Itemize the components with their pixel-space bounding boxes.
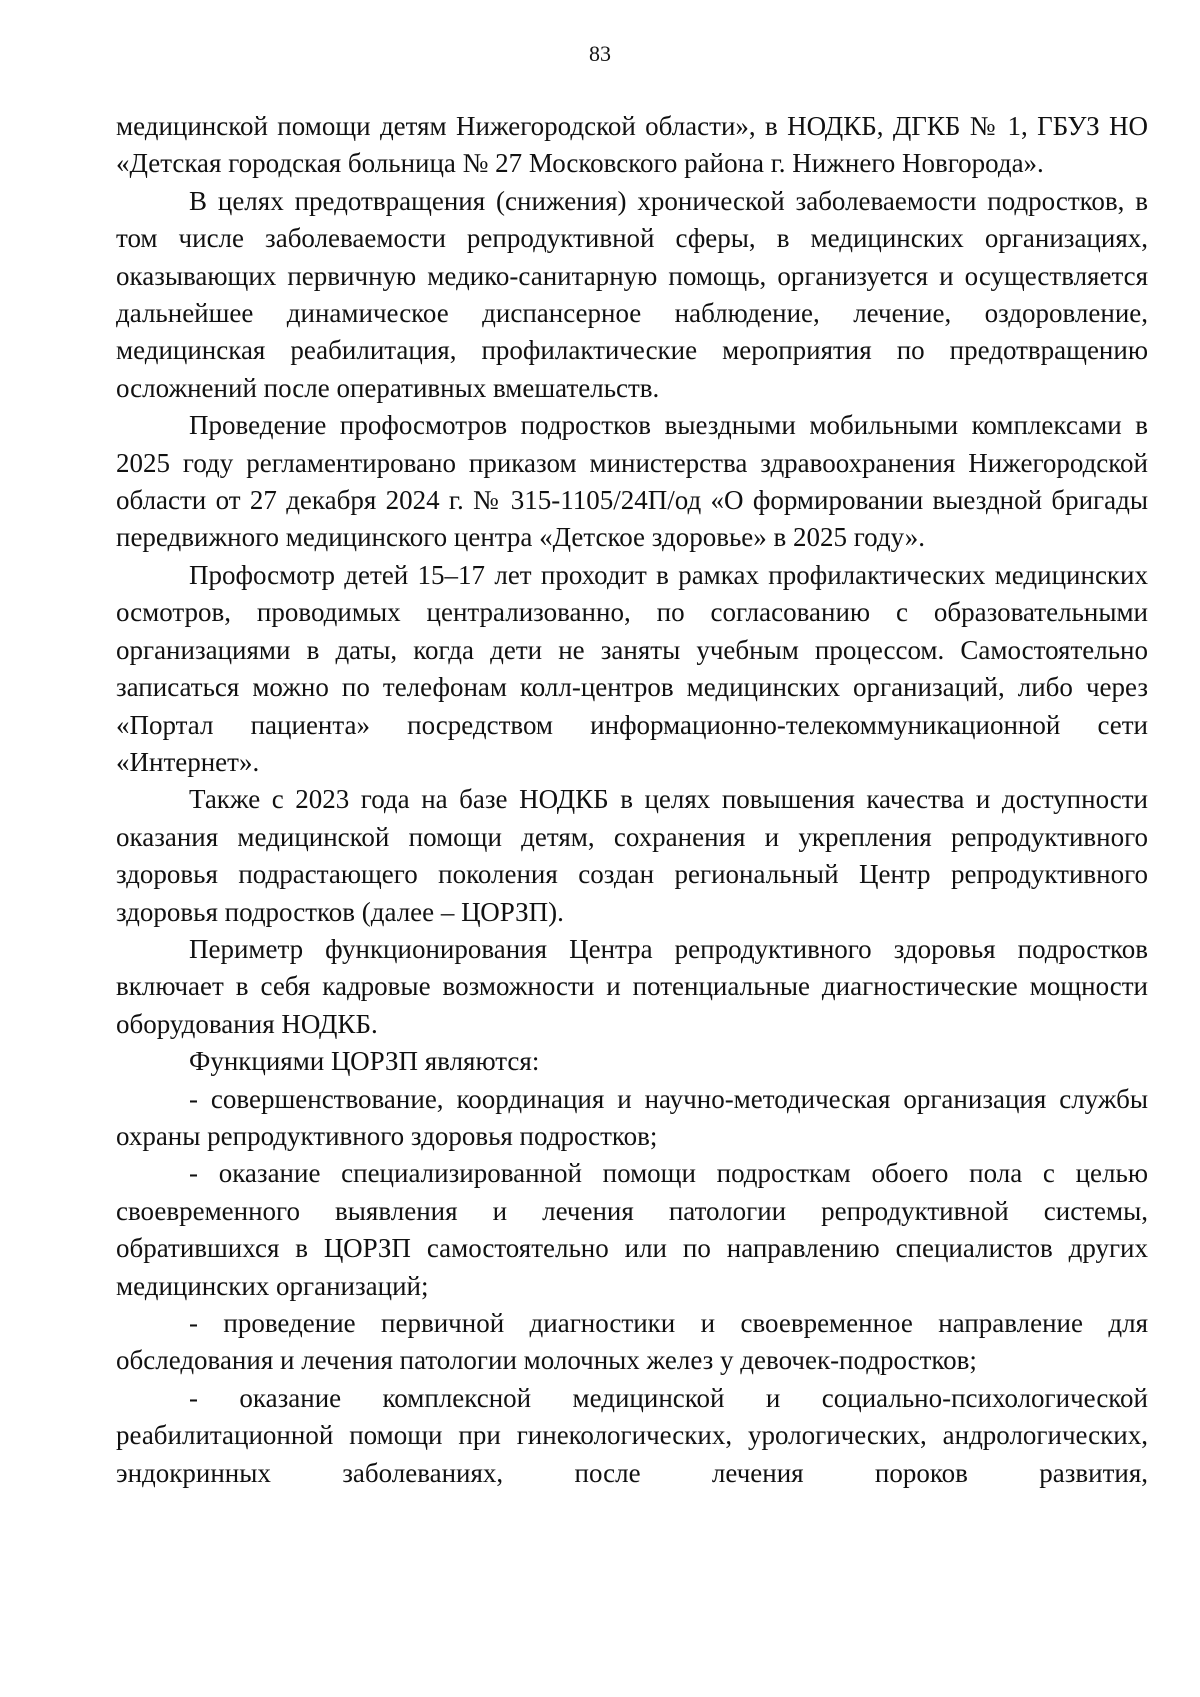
- list-item-function: - оказание специализированной помощи подросткам обоего пола с целью своевременного выявления и лечения патологии репродуктивной системы, обратившихся в ЦОРЗП самостоятельно или по направлению специалистов других медицинских организаций;: [116, 1158, 1148, 1301]
- document-body: [116, 108, 1148, 1492]
- list-item-function: - оказание комплексной медицинской и социально-психологической реабилитационной помощи при гинекологических, урологических, андрологических, эндокринных заболеваниях, после лечения пороков развития,: [116, 1382, 1148, 1488]
- paragraph-center-created: Также с 2023 года на базе НОДКБ в целях повышения качества и доступности оказания медицинской помощи детям, сохранения и укрепления репродуктивного здоровья подрастающего поколения создан региональный Центр репродуктивного здоровья подростков (далее – ЦОРЗП).: [116, 784, 1148, 927]
- paragraph-checkup-15-17: Профосмотр детей 15–17 лет проходит в рамках профилактических медицинских осмотров, проводимых централизованно, по согласованию с образовательными организациями в даты, когда дети не заняты учебным процессом. Самостоятельно записаться можно по телефонам колл-центров медицинских организаций, либо через «Портал пациента» посредством информационно-телекоммуникационной сети «Интернет».: [116, 559, 1148, 777]
- paragraph-mobile-checkups: Проведение профосмотров подростков выездными мобильными комплексами в 2025 году регламентировано приказом министерства здравоохранения Нижегородской области от 27 декабря 2024 г. № 315-1105/24П/од «О формировании выездной бригады передвижного медицинского центра «Детское здоровье» в 2025 году».: [116, 410, 1148, 553]
- page-number: 83: [589, 41, 611, 66]
- paragraph-continuation: медицинской помощи детям Нижегородской области», в НОДКБ, ДГКБ № 1, ГБУЗ НО «Детская городская больница № 27 Московского района г. Нижнего Новгорода».: [116, 111, 1148, 179]
- paragraph-chronic-morbidity: В целях предотвращения (снижения) хронической заболеваемости подростков, в том числе заболеваемости репродуктивной сферы, в медицинских организациях, оказывающих первичную медико-санитарную помощь, организуется и осуществляется дальнейшее динамическое диспансерное наблюдение, лечение, оздоровление, медицинская реабилитация, профилактические мероприятия по предотвращению осложнений после оперативных вмешательств.: [116, 185, 1148, 403]
- list-item-function: - совершенствование, координация и научно-методическая организация службы охраны репродуктивного здоровья подростков;: [116, 1083, 1148, 1151]
- list-item-function: - проведение первичной диагностики и своевременное направление для обследования и лечения патологии молочных желез у девочек-подростков;: [116, 1308, 1148, 1376]
- paragraph-functions-heading: Функциями ЦОРЗП являются:: [189, 1046, 540, 1077]
- paragraph-center-perimeter: Периметр функционирования Центра репродуктивного здоровья подростков включает в себя кадровые возможности и потенциальные диагностические мощности оборудования НОДКБ.: [116, 933, 1148, 1039]
